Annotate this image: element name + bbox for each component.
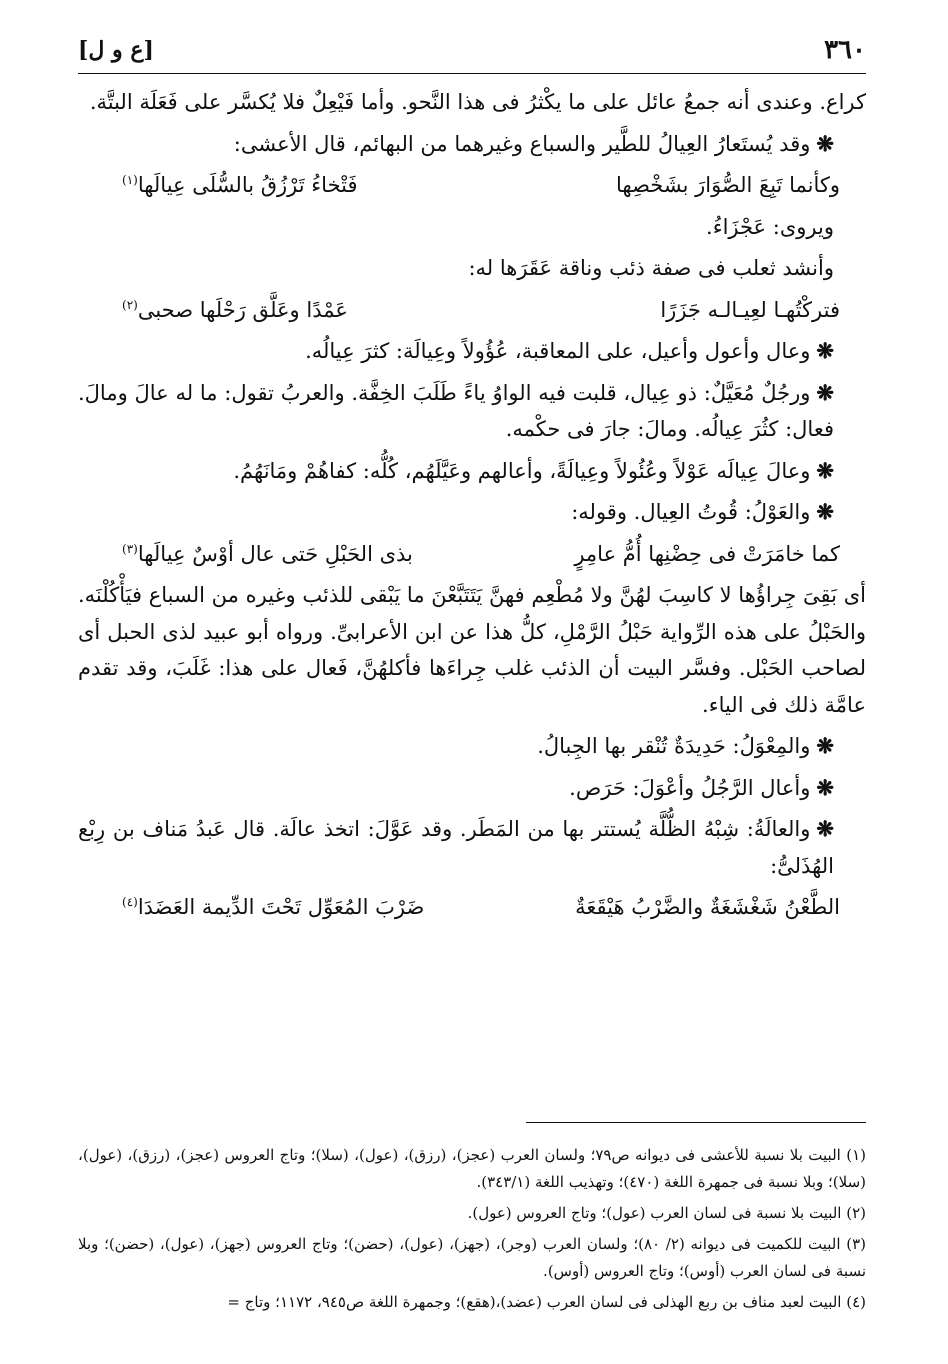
footnote: (١) البيت بلا نسبة للأعشى فى ديوانه ص٧٩؛ ولسان العرب (عجز)، (رزق)، (عول)، (سلا)؛ وتاج العروس (عجز)، (رزق)، (عول)، (سلا)؛ وبلا نسبة فى جمهرة اللغة (٤٧٠)؛ وتهذيب اللغة (٣٤٣/١). xyxy=(78,1146,866,1191)
entry-marker-icon: ❋ xyxy=(816,379,834,405)
footnote-ref: (٣) xyxy=(122,541,138,556)
verse-text: عَمْدًا وعَلَّق رَحْلَها صحبى xyxy=(137,297,348,322)
footnote: (٤) البيت لعبد مناف بن ربع الهذلى فى لسان العرب (عضد)،(هقع)؛ وجمهرة اللغة ص٩٤٥، ١١٧٢؛ وتاج = xyxy=(227,1293,866,1311)
verse-second-hemistich xyxy=(122,889,424,926)
paragraph: وأنشد ثعلب فى صفة ذئب وناقة عَقَرَها له: xyxy=(468,256,834,280)
entry-text: وقد يُستَعارُ العِيالُ للطَّير والسباع وغيرهما من البهائم، قال الأعشى: xyxy=(233,131,811,156)
verse-first-hemistich: الطَّعْنُ شَغْشَغَةٌ والضَّرْبُ هَيْقَعَةٌ xyxy=(575,895,840,919)
entry-marker-icon: ❋ xyxy=(816,457,834,483)
document-page xyxy=(78,30,866,1340)
verse-second-hemistich xyxy=(122,292,348,329)
verse-first-hemistich: كما خامَرَتْ فى حِضْنِها أُمُّ عامِرٍ xyxy=(574,541,840,566)
entry xyxy=(78,375,866,448)
entry-marker-icon: ❋ xyxy=(816,774,834,800)
footnote-ref: (٤) xyxy=(122,895,138,909)
main-text xyxy=(78,84,866,926)
entry-marker-icon: ❋ xyxy=(816,816,834,841)
paragraph: أى بَقِىَ جِراؤُها لا كاسِبَ لهُنَّ ولا مُطْعِم فهنَّ يَتَتَبَّعْنَ ما يَبْقى للذئب وغيره من السباع فيَأْكُلْنَه. والحَبْلُ على هذه الرِّواية حَبْلُ الرَّمْلِ، كلُّ هذا عن ابن الأعرابىِّ. ورواه أبو عبيد لذى الحبل أى لصاحب الحَبْل. وفسَّر البيت أن الذئب غلب جِراءَها فأكلهُنَّ، فَعال على هذا: غَلَبَ، وقد تقدم عامَّة ذلك فى الياء. xyxy=(78,583,866,717)
header-rule xyxy=(78,73,866,74)
verse xyxy=(78,889,866,926)
entry xyxy=(78,811,866,884)
entry-marker-icon: ❋ xyxy=(816,499,834,524)
footnote: (٢) البيت بلا نسبة فى لسان العرب (عول)؛ وتاج العروس (عول). xyxy=(467,1204,866,1222)
entry-text: ورجُلٌ مُعَيَّلٌ: ذو عِيال، قلبت فيه الواوُ ياءً طَلَبَ الخِفَّة. والعربُ تقول: ما له عالَ ومالَ. فعال: كثُرَ عِيالُه. ومالَ: جارَ فى حكْمه. xyxy=(78,380,834,441)
verse xyxy=(78,536,866,573)
entry-marker-icon: ❋ xyxy=(816,733,834,758)
verse xyxy=(78,292,866,329)
verse xyxy=(78,167,866,204)
footnote-ref: (١) xyxy=(122,173,138,187)
entry-marker-icon: ❋ xyxy=(816,338,834,363)
entry-marker-icon: ❋ xyxy=(816,130,834,156)
entry xyxy=(78,770,866,807)
verse-text: بذى الحَبْلِ حَتى عال أوْسٌ عِيالَها xyxy=(137,541,413,566)
entry xyxy=(78,453,866,490)
verse-text: فَتْخاءُ تَرْزُقُ بالسُّلَى عِيالَها xyxy=(137,173,358,197)
paragraph: ويروى: عَجْزَاءُ. xyxy=(706,214,834,239)
entry-text: والعالَةُ: شِبْهُ الظُّلَّة يُستتر بها من المَطَر. وقد عَوَّلَ: اتخذ عالَة. قال عَبدُ مَناف بن رِبْع الهُذَلىُّ: xyxy=(78,817,834,878)
running-head: [ع و ل] xyxy=(78,37,154,63)
entry xyxy=(78,126,866,163)
entry-text: وعال وأعول وأعيل، على المعاقبة، عُؤُولاً وعِيالَة: كثرَ عِيالُه. xyxy=(305,339,811,363)
footnotes xyxy=(78,1142,866,1320)
page-header xyxy=(78,30,866,70)
verse-second-hemistich xyxy=(122,536,413,573)
entry xyxy=(78,728,866,765)
verse-text: ضَرْبَ المُعَوِّل تَحْتَ الدِّيمة العَضَدَا xyxy=(137,895,425,919)
footnote: (٣) البيت للكميت فى ديوانه (٢/ ٨٠)؛ ولسان العرب (وجر)، (جهز)، (عول)، (حضن)؛ وتاج العروس (جهز)، (عول)، (حضن)؛ وبلا نسبة فى لسان العرب (أوس)؛ وتاج العروس (أوس). xyxy=(78,1235,866,1280)
entry-text: وعالَ عِيالَه عَوْلاً وعُئُولاً وعِيالَةً، وأعالهم وعَيَّلَهُم، كُلُّه: كفاهُمْ ومَانَهُمُ. xyxy=(233,458,811,483)
entry xyxy=(78,494,866,531)
footnote-rule xyxy=(526,1122,866,1123)
entry xyxy=(78,333,866,370)
verse-first-hemistich: فتركْتُهـا لعِيـالـه جَزَرًا xyxy=(660,297,840,322)
entry-text: والمِعْوَلُ: حَدِيدَةٌ تُنْقر بها الجِبالُ. xyxy=(537,734,811,758)
entry-text: والعَوْلُ: قُوتُ العِيال. وقوله: xyxy=(571,500,811,524)
entry-text: وأعال الرَّجُلُ وأعْوَلَ: حَرَص. xyxy=(569,775,811,800)
page-number: ٣٦٠ xyxy=(824,35,866,65)
footnote-ref: (٢) xyxy=(122,297,138,312)
verse-second-hemistich xyxy=(122,167,358,204)
paragraph: كراع. وعندى أنه جمعُ عائل على ما يكْثرُ فى هذا النَّحو. وأما فَيْعِلٌ فلا يُكسَّر على فَعَلَة البتَّة. xyxy=(89,90,866,114)
verse-first-hemistich: وكأنما تَبِعَ الصُّوَارَ بشَخْصِها xyxy=(616,173,840,197)
